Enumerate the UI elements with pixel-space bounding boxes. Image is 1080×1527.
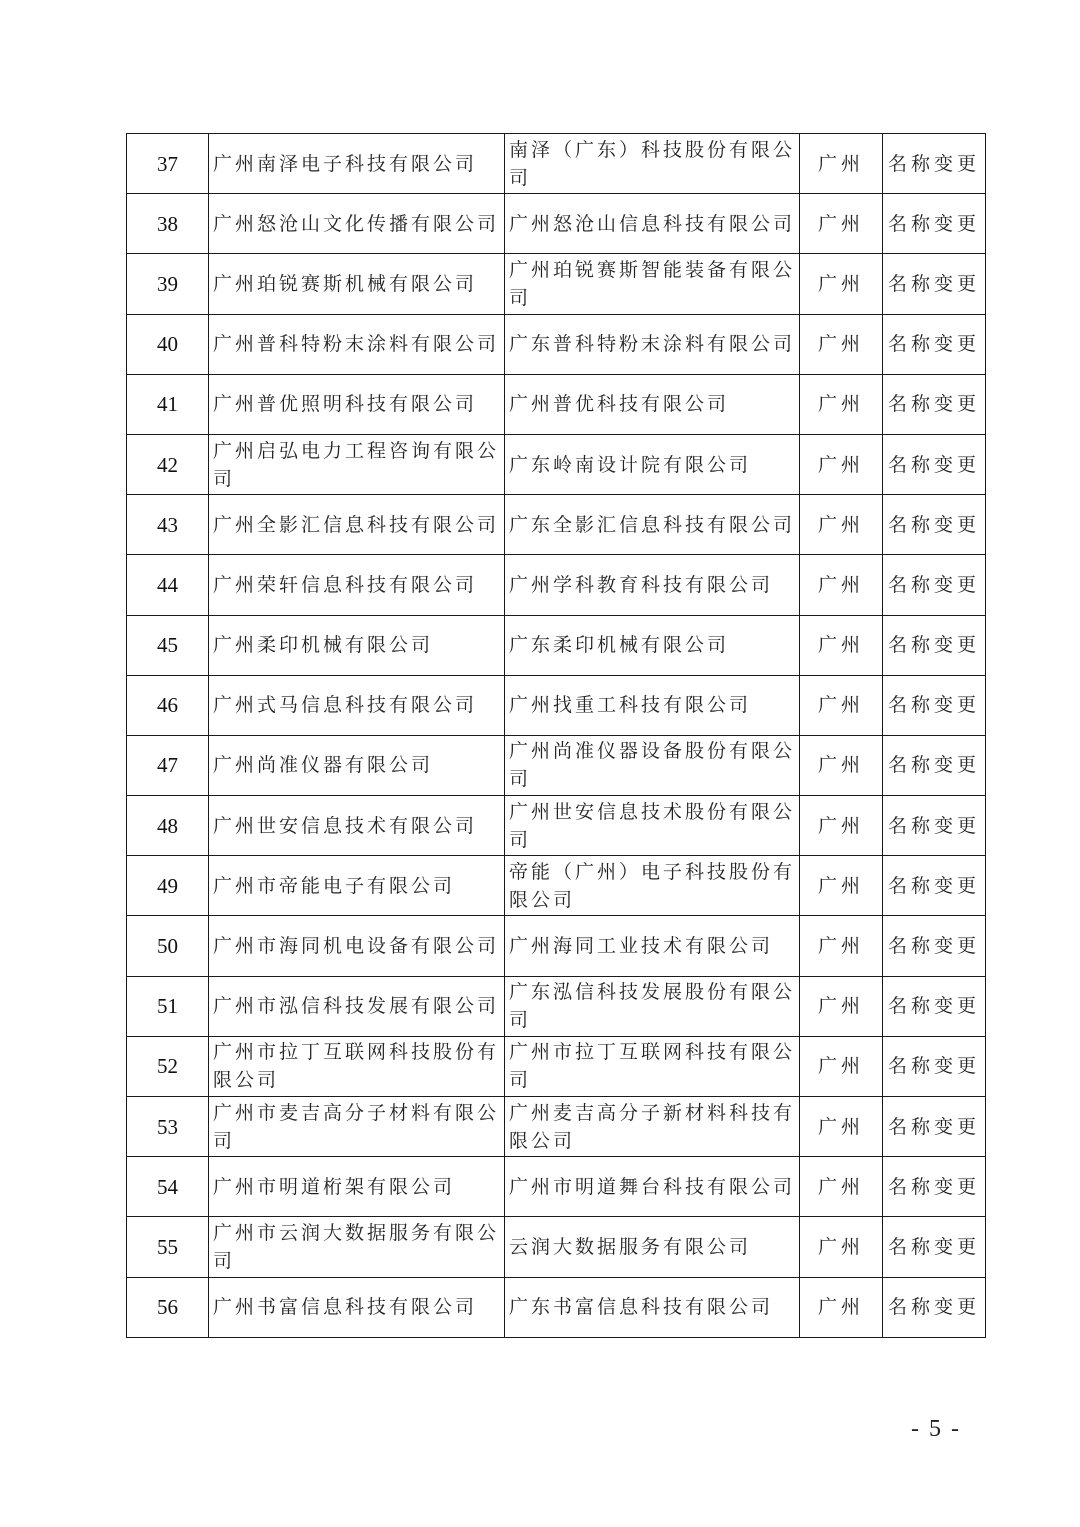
original-company-name-cell: 广州荣轩信息科技有限公司 <box>209 555 505 615</box>
new-company-name-cell: 广州找重工科技有限公司 <box>505 675 800 735</box>
change-type-cell: 名称变更 <box>883 1097 986 1157</box>
city-cell: 广州 <box>800 615 883 675</box>
original-company-name-cell: 广州珀锐赛斯机械有限公司 <box>209 254 505 314</box>
original-company-name-cell: 广州全影汇信息科技有限公司 <box>209 495 505 555</box>
row-number-cell: 55 <box>127 1217 209 1277</box>
table-row <box>127 735 986 795</box>
original-company-name-cell: 广州南泽电子科技有限公司 <box>209 134 505 194</box>
new-company-name-cell: 广东书富信息科技有限公司 <box>505 1277 800 1337</box>
table-row <box>127 976 986 1036</box>
table-row <box>127 856 986 916</box>
original-company-name-cell: 广州普科特粉末涂料有限公司 <box>209 314 505 374</box>
new-company-name-cell: 广州怒沧山信息科技有限公司 <box>505 194 800 254</box>
row-number-cell: 44 <box>127 555 209 615</box>
city-cell: 广州 <box>800 495 883 555</box>
table-row <box>127 1277 986 1337</box>
change-type-cell: 名称变更 <box>883 796 986 856</box>
city-cell: 广州 <box>800 1097 883 1157</box>
change-type-cell: 名称变更 <box>883 675 986 735</box>
city-cell: 广州 <box>800 1036 883 1096</box>
new-company-name-cell: 广州尚准仪器设备股份有限公司 <box>505 735 800 795</box>
city-cell: 广州 <box>800 976 883 1036</box>
page-number: - 5 - <box>911 1416 961 1442</box>
original-company-name-cell: 广州市帝能电子有限公司 <box>209 856 505 916</box>
row-number-cell: 38 <box>127 194 209 254</box>
original-company-name-cell: 广州市云润大数据服务有限公司 <box>209 1217 505 1277</box>
row-number-cell: 43 <box>127 495 209 555</box>
table-row <box>127 796 986 856</box>
city-cell: 广州 <box>800 374 883 434</box>
original-company-name-cell: 广州式马信息科技有限公司 <box>209 675 505 735</box>
original-company-name-cell: 广州市明道桁架有限公司 <box>209 1157 505 1217</box>
change-type-cell: 名称变更 <box>883 735 986 795</box>
change-type-cell: 名称变更 <box>883 1217 986 1277</box>
city-cell: 广州 <box>800 675 883 735</box>
city-cell: 广州 <box>800 735 883 795</box>
new-company-name-cell: 云润大数据服务有限公司 <box>505 1217 800 1277</box>
new-company-name-cell: 广东普科特粉末涂料有限公司 <box>505 314 800 374</box>
city-cell: 广州 <box>800 796 883 856</box>
table-row <box>127 916 986 976</box>
original-company-name-cell: 广州普优照明科技有限公司 <box>209 374 505 434</box>
new-company-name-cell: 广东全影汇信息科技有限公司 <box>505 495 800 555</box>
new-company-name-cell: 广州学科教育科技有限公司 <box>505 555 800 615</box>
new-company-name-cell: 广东岭南设计院有限公司 <box>505 434 800 494</box>
original-company-name-cell: 广州怒沧山文化传播有限公司 <box>209 194 505 254</box>
table-row <box>127 434 986 494</box>
table-row <box>127 495 986 555</box>
city-cell: 广州 <box>800 1217 883 1277</box>
city-cell: 广州 <box>800 134 883 194</box>
change-type-cell: 名称变更 <box>883 434 986 494</box>
table-row <box>127 1157 986 1217</box>
table-row <box>127 194 986 254</box>
change-type-cell: 名称变更 <box>883 916 986 976</box>
new-company-name-cell: 广东柔印机械有限公司 <box>505 615 800 675</box>
new-company-name-cell: 广州市拉丁互联网科技有限公司 <box>505 1036 800 1096</box>
change-type-cell: 名称变更 <box>883 1157 986 1217</box>
new-company-name-cell: 广州海同工业技术有限公司 <box>505 916 800 976</box>
row-number-cell: 47 <box>127 735 209 795</box>
new-company-name-cell: 广东泓信科技发展股份有限公司 <box>505 976 800 1036</box>
row-number-cell: 54 <box>127 1157 209 1217</box>
row-number-cell: 39 <box>127 254 209 314</box>
city-cell: 广州 <box>800 434 883 494</box>
city-cell: 广州 <box>800 1277 883 1337</box>
table-row <box>127 1217 986 1277</box>
row-number-cell: 49 <box>127 856 209 916</box>
table-row <box>127 1036 986 1096</box>
original-company-name-cell: 广州尚准仪器有限公司 <box>209 735 505 795</box>
row-number-cell: 52 <box>127 1036 209 1096</box>
row-number-cell: 56 <box>127 1277 209 1337</box>
table-row <box>127 134 986 194</box>
change-type-cell: 名称变更 <box>883 976 986 1036</box>
row-number-cell: 37 <box>127 134 209 194</box>
city-cell: 广州 <box>800 1157 883 1217</box>
row-number-cell: 51 <box>127 976 209 1036</box>
new-company-name-cell: 广州珀锐赛斯智能装备有限公司 <box>505 254 800 314</box>
change-type-cell: 名称变更 <box>883 374 986 434</box>
city-cell: 广州 <box>800 916 883 976</box>
change-type-cell: 名称变更 <box>883 1036 986 1096</box>
change-type-cell: 名称变更 <box>883 314 986 374</box>
original-company-name-cell: 广州柔印机械有限公司 <box>209 615 505 675</box>
city-cell: 广州 <box>800 194 883 254</box>
table-row <box>127 314 986 374</box>
new-company-name-cell: 帝能（广州）电子科技股份有限公司 <box>505 856 800 916</box>
city-cell: 广州 <box>800 555 883 615</box>
row-number-cell: 48 <box>127 796 209 856</box>
new-company-name-cell: 广州麦吉高分子新材料科技有限公司 <box>505 1097 800 1157</box>
table-row <box>127 675 986 735</box>
row-number-cell: 41 <box>127 374 209 434</box>
new-company-name-cell: 南泽（广东）科技股份有限公司 <box>505 134 800 194</box>
original-company-name-cell: 广州市拉丁互联网科技股份有限公司 <box>209 1036 505 1096</box>
row-number-cell: 50 <box>127 916 209 976</box>
new-company-name-cell: 广州普优科技有限公司 <box>505 374 800 434</box>
table-body <box>127 134 986 1338</box>
original-company-name-cell: 广州世安信息技术有限公司 <box>209 796 505 856</box>
row-number-cell: 42 <box>127 434 209 494</box>
original-company-name-cell: 广州书富信息科技有限公司 <box>209 1277 505 1337</box>
change-type-cell: 名称变更 <box>883 1277 986 1337</box>
row-number-cell: 46 <box>127 675 209 735</box>
change-type-cell: 名称变更 <box>883 194 986 254</box>
change-type-cell: 名称变更 <box>883 254 986 314</box>
table-row <box>127 374 986 434</box>
change-type-cell: 名称变更 <box>883 495 986 555</box>
company-name-change-table <box>126 133 986 1338</box>
city-cell: 广州 <box>800 254 883 314</box>
change-type-cell: 名称变更 <box>883 134 986 194</box>
table-row <box>127 555 986 615</box>
new-company-name-cell: 广州市明道舞台科技有限公司 <box>505 1157 800 1217</box>
table-row <box>127 1097 986 1157</box>
original-company-name-cell: 广州市泓信科技发展有限公司 <box>209 976 505 1036</box>
change-type-cell: 名称变更 <box>883 555 986 615</box>
original-company-name-cell: 广州启弘电力工程咨询有限公司 <box>209 434 505 494</box>
table-row <box>127 254 986 314</box>
change-type-cell: 名称变更 <box>883 615 986 675</box>
original-company-name-cell: 广州市海同机电设备有限公司 <box>209 916 505 976</box>
table-row <box>127 615 986 675</box>
row-number-cell: 40 <box>127 314 209 374</box>
row-number-cell: 45 <box>127 615 209 675</box>
row-number-cell: 53 <box>127 1097 209 1157</box>
new-company-name-cell: 广州世安信息技术股份有限公司 <box>505 796 800 856</box>
city-cell: 广州 <box>800 856 883 916</box>
city-cell: 广州 <box>800 314 883 374</box>
original-company-name-cell: 广州市麦吉高分子材料有限公司 <box>209 1097 505 1157</box>
change-type-cell: 名称变更 <box>883 856 986 916</box>
